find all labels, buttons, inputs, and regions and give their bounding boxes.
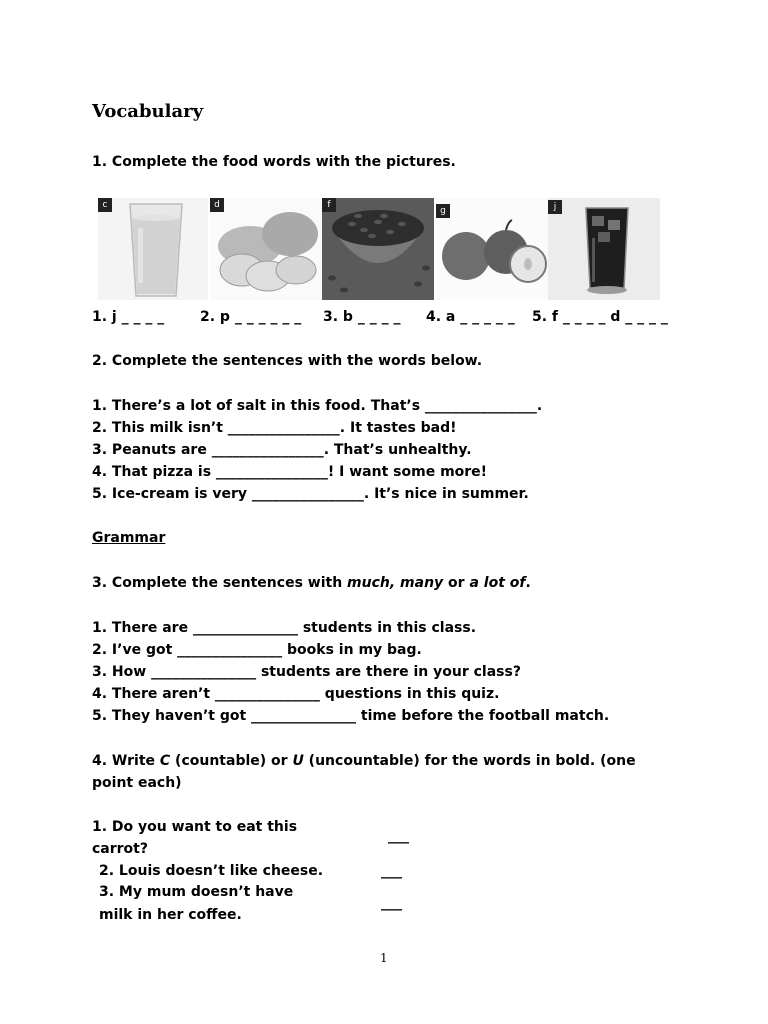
vocabulary-heading: Vocabulary [92,101,204,122]
task2-sentence: 4. That pizza is ________________! I want some more! [92,464,488,480]
answer-4: 4. a _ _ _ _ _ [426,309,515,325]
task4-blank: ___ [388,828,409,844]
task2-title: 2. Complete the sentences with the words below. [92,353,483,369]
task4-item-1-line2: carrot? [92,841,148,857]
task3-title-italic: much, many [347,575,444,591]
answer-1: 1. j _ _ _ _ [92,309,165,325]
task3-sentence: 1. There are _______________ students in this class. [92,620,477,636]
task4-title-end: (uncountable) for the words in bold. (one [303,753,636,769]
task2-sentence: 5. Ice-cream is very ________________. It’s nice in summer. [92,486,529,502]
task3-sentence: 2. I’ve got _______________ books in my bag. [92,642,422,658]
task3-sentence: 5. They haven’t got _______________ time before the football match. [92,708,610,724]
picture-tag-c: c [98,198,112,212]
task4-c-letter: C [159,753,171,769]
task2-sentence: 2. This milk isn’t ________________. It tastes bad! [92,420,457,436]
grammar-heading: Grammar [92,530,166,546]
task1-title: 1. Complete the food words with the pictures. [92,154,456,170]
task4-item-3-line1: 3. My mum doesn’t have [99,884,294,900]
picture-tag-g: g [436,204,450,218]
task3-sentence: 4. There aren’t _______________ questions in this quiz. [92,686,500,702]
task3-title-end: . [525,575,531,591]
answer-2: 2. p _ _ _ _ _ _ [200,309,302,325]
task3-sentence: 3. How _______________ students are there in your class? [92,664,521,680]
picture-tag-d: d [210,198,224,212]
beans-bowl-icon [322,198,434,300]
task4-title-line2: point each) [92,775,182,791]
task3-title-mid: or [443,575,470,591]
task4-blank: ___ [381,863,402,879]
task4-item-3-line2: milk in her coffee. [99,907,242,923]
task4-title-line1 [92,753,636,769]
task4-u-letter: U [292,753,304,769]
cola-glass-icon [548,198,660,300]
task4-blank: ___ [381,895,402,911]
task2-sentence: 1. There’s a lot of salt in this food. That’s ________________. [92,398,543,414]
task4-title-start: 4. Write [92,753,160,769]
milk-glass-icon [98,198,208,300]
page-number: 1 [380,951,388,965]
answer-3: 3. b _ _ _ _ [323,309,401,325]
task4-item-2-line1: 2. Louis doesn’t like cheese. [99,863,324,879]
answer-5: 5. f _ _ _ _ d _ _ _ _ [532,309,668,325]
task4-title-mid: (countable) or [170,753,293,769]
task3-title-start: 3. Complete the sentences with [92,575,348,591]
task4-item-1-line1: 1. Do you want to eat this [92,819,298,835]
potatoes-icon [210,198,322,300]
task2-sentence: 3. Peanuts are ________________. That’s unhealthy. [92,442,472,458]
apples-icon [436,198,548,300]
picture-tag-j: j [548,200,562,214]
task3-title [92,575,531,591]
picture-tag-f: f [322,198,336,212]
task3-title-italic: a lot of [469,575,526,591]
